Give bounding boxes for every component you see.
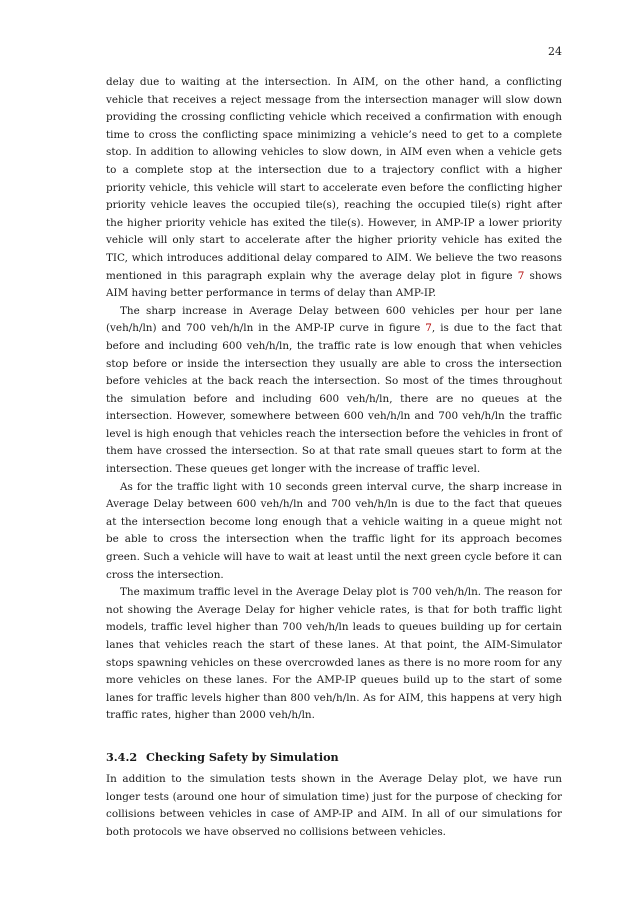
page-number: 24: [548, 45, 562, 58]
figure-reference-link[interactable]: 7: [425, 322, 432, 335]
section-body-paragraph: In addition to the simulation tests shown in the Average Delay plot, we have run longer tests (around one hour of simulation time) just for the purpose of checking for collisions between vehicles in case of AMP-IP and AIM. In all of our simulations for both protocols we have observed no collisions between vehicles.: [106, 772, 562, 838]
paragraph: [106, 584, 562, 725]
paragraph: [106, 479, 562, 585]
paragraph-text: As for the traffic light with 10 seconds green interval curve, the sharp increase in Average Delay between 600 veh/h/ln and 700 veh/h/ln is due to the fact that queues at the intersection become long enough that a vehicle waiting in a queue might not be able to cross the intersection when the traffic light for its approach becomes green. Such a vehicle will have to wait at least until the next green cycle before it can cross the intersection.: [106, 480, 562, 581]
paragraph-text: shows AIM having better performance in terms of delay than AMP-IP.: [106, 269, 563, 300]
paragraph-text: delay due to waiting at the intersection. In AIM, on the other hand, a conflicting vehicle that receives a reject message from the intersection manager will slow down providing the crossing conflicting vehicle which received a confirmation with enough time to cross the conflicting space minimizing a vehicle’s need to get to a complete stop. In addition to allowing vehicles to slow down, in AIM even when a vehicle gets to a complete stop at the intersection due to a trajectory conflict with a higher priority vehicle, this vehicle will start to accelerate even before the conflicting higher priority vehicle leaves the occupied tile(s), reaching the occupied tile(s) right after the higher priority vehicle has exited the tile(s). However, in AMP-IP a lower priority vehicle will only start to accelerate after the higher priority vehicle has exited the TIC, which introduces additional delay compared to AIM. We believe the two reasons mentioned in this paragraph explain why the average delay plot in figure: [106, 76, 562, 282]
section-heading: [106, 749, 562, 765]
paragraph-text: The sharp increase in Average Delay between 600 vehicles per hour per lane (veh/h/ln) and 700 veh/h/ln in the AMP-IP curve in figure: [106, 304, 562, 335]
figure-reference-link[interactable]: 7: [517, 269, 525, 282]
section-number: 3.4.2: [106, 749, 138, 764]
section-title: Checking Safety by Simulation: [146, 749, 339, 764]
paragraph-text: , is due to the fact that before and including 600 veh/h/ln, the traffic rate is low enough that when vehicles stop before or inside the intersection they usually are able to cross the intersection before vehicles at the back reach the intersection. So most of the times throughout the simulation before and including 600 veh/h/ln, there are no queues at the intersection. However, somewhere between 600 veh/h/ln and 700 veh/h/ln the traffic level is high enough that vehicles reach the intersection before the vehicles in front of them have crossed the intersection. So at that rate small queues start to form at the intersection. These queues get longer with the increase of traffic level.: [106, 322, 562, 476]
paragraph: [106, 74, 562, 303]
page-body: [106, 74, 562, 841]
paragraph-text: The maximum traffic level in the Average Delay plot is 700 veh/h/ln. The reason for not showing the Average Delay for higher vehicle rates, is that for both traffic light models, traffic level higher than 700 veh/h/ln leads to queues building up for certain lanes that vehicles reach the start of these lanes. At that point, the AIM-Simulator stops spawning vehicles on these overcrowded lanes as there is no more room for any more vehicles on these lanes. For the AMP-IP queues build up to the start of some lanes for traffic levels higher than 800 veh/h/ln. As for AIM, this happens at very high traffic rates, higher than 2000 veh/h/ln.: [106, 586, 562, 722]
paragraph: [106, 303, 562, 479]
